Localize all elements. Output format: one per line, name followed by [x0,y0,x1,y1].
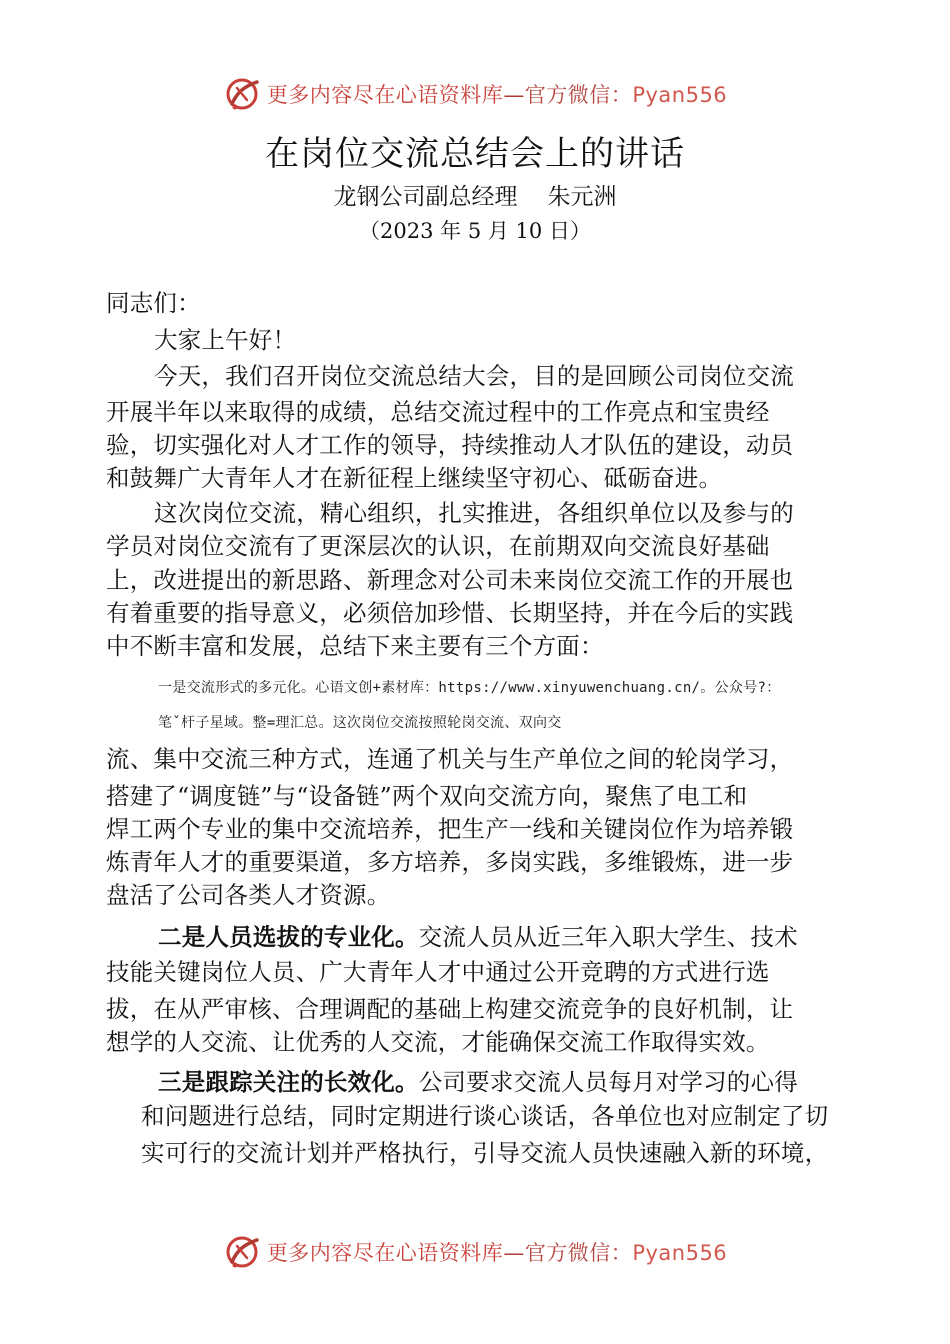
body-line: 和问题进行总结，同时定期进行谈心谈话，各单位也对应制定了切 [141,1102,829,1130]
header-watermark-banner [0,74,950,114]
banner-dash: — [503,83,525,107]
point-two-heading: 二是人员选拔的专业化。 [158,923,419,951]
brand-logo-icon [223,1232,263,1272]
body-line: 拔，在从严审核、合理调配的基础上构建交流竞争的良好机制，让 [106,995,794,1023]
brand-logo-icon [223,74,263,114]
body-line: 焊工两个专业的集中交流培养，把生产一线和关键岗位作为培养锻 [106,815,794,843]
banner-dash: — [503,1241,525,1265]
inserted-small-line: 一是交流形式的多元化。心语文创+素材库：https://www.xinyuwenchuang.cn/。公众号?： [158,680,781,696]
point-three-line [158,1063,798,1097]
body-line: 流、集中交流三种方式，连通了机关与生产单位之间的轮岗学习， [106,745,794,773]
body-line: 技能关键岗位人员、广大青年人才中通过公开竞聘的方式进行选 [106,958,770,986]
body-line: 有着重要的指导意义，必须倍加珍惜、长期坚持，并在今后的实践 [106,599,794,627]
salutation: 同志们： [106,289,201,317]
point-three-text: 公司要求交流人员每月对学习的心得 [418,1068,798,1096]
body-line: 炼青年人才的重要渠道，多方培养，多岗实践，多维锻炼，进一步 [106,848,794,876]
greeting: 大家上午好！ [154,326,297,354]
body-line: 这次岗位交流，精心组织，扎实推进，各组织单位以及参与的 [154,499,794,527]
author-name: 朱元洲 [547,184,617,210]
body-line: 中不断丰富和发展，总结下来主要有三个方面： [106,632,604,660]
inserted-small-line: 笔ˇ杆子星域。整=理汇总。这次岗位交流按照轮岗交流、双向交 [158,715,562,731]
banner-wechat-label: 官方微信： [524,1241,633,1265]
point-three-heading: 三是跟踪关注的长效化。 [158,1068,419,1096]
footer-watermark-banner [0,1232,950,1272]
body-line: 开展半年以来取得的成绩，总结交流过程中的工作亮点和宝贵经 [106,398,770,426]
banner-wechat-id: Pyan556 [632,83,728,107]
speech-date: （2023 年 5 月 10 日） [359,219,591,243]
banner-text [267,1237,727,1267]
body-line: 和鼓舞广大青年人才在新征程上继续坚守初心、砥砺奋进。 [106,464,723,492]
banner-wechat-label: 官方微信： [524,83,633,107]
body-line: 实可行的交流计划并严格执行，引导交流人员快速融入新的环境， [141,1139,829,1167]
body-line: 搭建了“调度链”与“设备链”两个双向交流方向，聚焦了电工和 [106,782,748,810]
banner-site: 更多内容尽在心语资料库 [266,83,504,107]
author-line [0,178,950,211]
body-line: 上，改进提出的新思路、新理念对公司未来岗位交流工作的开展也 [106,566,794,594]
banner-wechat-id: Pyan556 [632,1241,728,1265]
point-two-line [158,918,798,952]
body-line: 今天，我们召开岗位交流总结大会，目的是回顾公司岗位交流 [154,362,794,390]
point-two-text: 交流人员从近三年入职大学生、技术 [418,923,798,951]
banner-site: 更多内容尽在心语资料库 [266,1241,504,1265]
body-line: 学员对岗位交流有了更深层次的认识，在前期双向交流良好基础 [106,532,770,560]
author-role: 龙钢公司副总经理 [333,184,518,210]
banner-text [267,79,727,109]
body-line: 盘活了公司各类人才资源。 [106,881,391,909]
body-line: 验，切实强化对人才工作的领导，持续推动人才队伍的建设，动员 [106,431,794,459]
body-line: 想学的人交流、让优秀的人交流，才能确保交流工作取得实效。 [106,1028,770,1056]
document-title: 在岗位交流总结会上的讲话 [265,134,685,174]
